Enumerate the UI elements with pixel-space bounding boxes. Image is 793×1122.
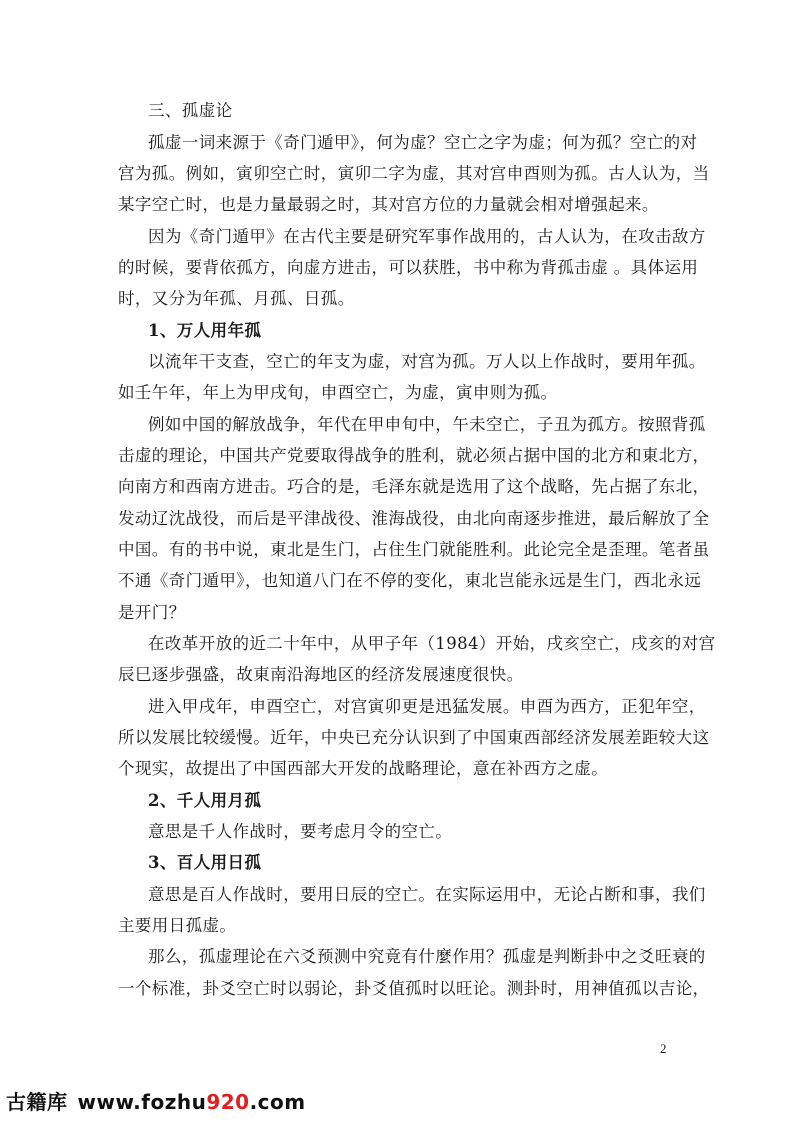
paragraph-line: 的时候，要背依孤方，向虚方进击，可以获胜，书中称为背孤击虚 。具体运用 xyxy=(118,258,699,277)
watermark-site-name: 古籍库 xyxy=(6,1090,68,1114)
paragraph-line: 时，又分为年孤、月孤、日孤。 xyxy=(118,289,355,308)
watermark-url-accent: 920 xyxy=(206,1090,250,1114)
paragraph-line: 进入甲戌年，申酉空亡，对宫寅卯更是迅猛发展。申酉为西方，正犯年空， xyxy=(148,697,706,716)
paragraph-line: 意思是百人作战时，要用日辰的空亡。在实际运用中，无论占断和事，我们 xyxy=(148,885,706,904)
paragraph-line: 例如中国的解放战争，年代在甲申旬中，午未空亡，子丑为孤方。按照背孤 xyxy=(148,415,706,434)
site-watermark[interactable] xyxy=(6,1086,306,1115)
paragraph-line: 是开门？ xyxy=(118,603,186,622)
paragraph-line: 意思是千人作战时，要考虑月令的空亡。 xyxy=(148,822,453,841)
paragraph-line: 个现实，故提出了中国西部大开发的战略理论，意在补西方之虚。 xyxy=(118,759,609,778)
watermark-url-suffix: .com xyxy=(249,1090,306,1114)
paragraph-line: 辰巳逐步强盛，故東南沿海地区的经济发展速度很快。 xyxy=(118,665,524,684)
page-number: 2 xyxy=(660,1041,667,1056)
paragraph-line: 因为《奇门遁甲》在古代主要是研究军事作战用的，古人认为，在攻击敌方 xyxy=(148,227,706,246)
paragraph-line: 击虚的理论，中国共产党要取得战争的胜利，就必须占据中国的北方和東北方， xyxy=(118,446,710,465)
paragraph-line: 以流年干支查，空亡的年支为虚，对宫为孤。万人以上作战时，要用年孤。 xyxy=(148,352,706,371)
paragraph-line: 向南方和西南方进击。巧合的是，毛泽东就是选用了这个战略，先占据了东北， xyxy=(118,477,710,496)
watermark-url-prefix: www.fozhu xyxy=(77,1090,207,1114)
paragraph-line: 宫为孤。例如，寅卯空亡时，寅卯二字为虚，其对宫申酉则为孤。古人认为，当 xyxy=(118,164,710,183)
paragraph-line: 主要用日孤虚。 xyxy=(118,916,237,935)
paragraph-line: 一个标准，卦爻空亡时以弱论，卦爻值孤时以旺论。测卦时，用神值孤以吉论， xyxy=(118,979,710,998)
paragraph-line: 某字空亡时，也是力量最弱之时，其对宫方位的力量就会相对增强起来。 xyxy=(118,195,659,214)
paragraph-line: 发动辽沈战役，而后是平津战役、淮海战役，由北向南逐步推进，最后解放了全 xyxy=(118,509,710,528)
paragraph-line: 那么，孤虚理论在六爻预测中究竟有什麼作用？孤虚是判断卦中之爻旺衰的 xyxy=(148,947,706,966)
subheading: 3、百人用日孤 xyxy=(148,853,262,872)
subheading: 1、万人用年孤 xyxy=(148,321,262,340)
paragraph-line: 在改革开放的近二十年中，从甲子年（1984）开始，戌亥空亡，戌亥的对宫 xyxy=(148,634,716,653)
subheading: 2、千人用月孤 xyxy=(148,791,262,810)
paragraph-line: 如壬午年，年上为甲戌旬，申酉空亡，为虚，寅申则为孤。 xyxy=(118,383,558,402)
paragraph-line: 中国。有的书中说，東北是生门，占住生门就能胜利。此论完全是歪理。笔者虽 xyxy=(118,540,710,559)
paragraph-line: 所以发展比较缓慢。近年，中央已充分认识到了中国東西部经济发展差距较大这 xyxy=(118,728,710,747)
paragraph-line: 不通《奇门遁甲》，也知道八门在不停的变化，東北岂能永远是生门，西北永远 xyxy=(118,571,702,590)
paragraph-line: 孤虚一词来源于《奇门遁甲》，何为虚？空亡之字为虚；何为孤？空亡的对 xyxy=(148,133,698,152)
section-title: 三、孤虚论 xyxy=(148,101,233,120)
